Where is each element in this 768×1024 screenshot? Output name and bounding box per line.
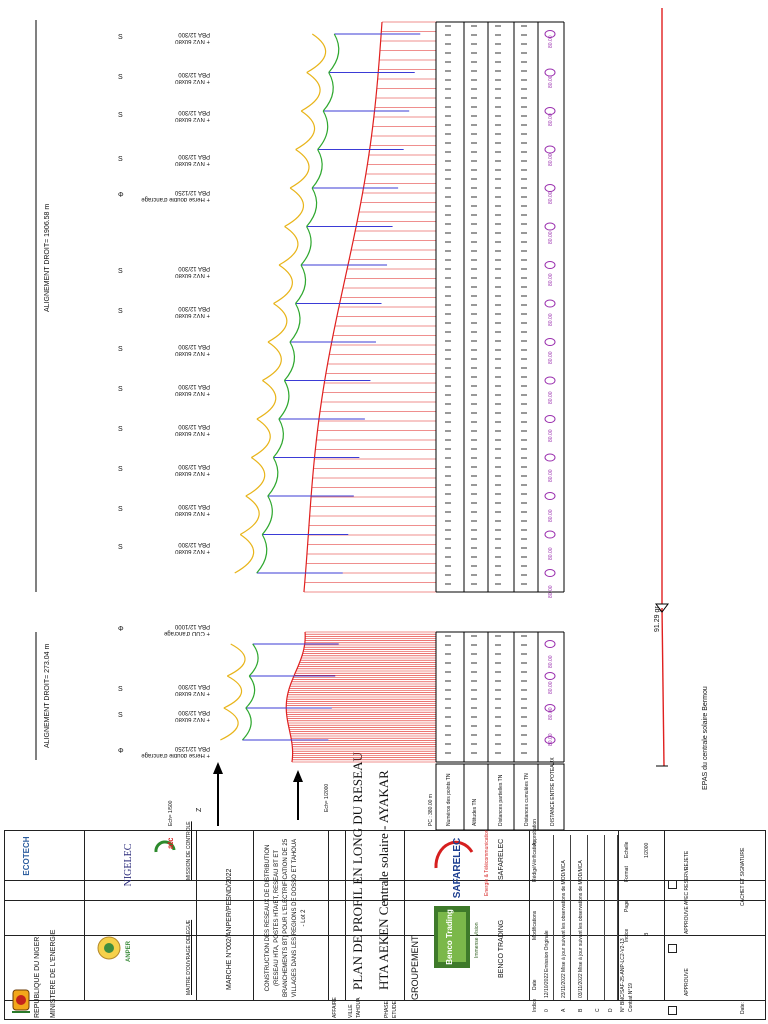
rev-row-date: 23/11/2022 [561, 973, 567, 998]
pole-symbol: S [118, 386, 123, 393]
svg-text:SAFARELEC: SAFARELEC [452, 838, 463, 898]
conductor-curve [296, 265, 306, 304]
contract-number: Contrat N°19 [628, 983, 634, 1012]
indice-label: Indice [624, 928, 630, 942]
pole-label-type: PBA 12/300 [178, 71, 210, 77]
echelle-x: Ech= 1/2000 [324, 783, 330, 812]
plan-route-line [662, 608, 664, 766]
pole-number-ellipse [545, 223, 555, 230]
safarelec-tag: Energie & Télécommunication [484, 829, 490, 896]
span-distance: 80.00 [548, 707, 554, 720]
span-distance: 80.00 [548, 391, 554, 404]
clearance-curve [296, 111, 315, 150]
clearance-curve [262, 342, 281, 381]
span-distance: 80.00 [548, 231, 554, 244]
title-block-col-divider [345, 830, 346, 1000]
svg-text:ECOTECH: ECOTECH [22, 836, 31, 876]
plan-title: PLAN DE PROFIL EN LONG DU RESEAU [350, 752, 365, 990]
pole-number-ellipse [545, 146, 555, 153]
table-pc-label: PC : 380.00 m [428, 794, 434, 826]
span-distance: 80.00 [548, 681, 554, 694]
table-row-points: Numéros des points TN [446, 773, 452, 826]
pole-symbol: S [118, 712, 123, 719]
pole-number-ellipse [545, 377, 555, 384]
span-distance: 80.00 [548, 469, 554, 482]
pole-label-fitting: + NV2 60x80 [175, 548, 210, 554]
rev-row-modification: Mise à jour suivant les observations de MOD/MCA [578, 860, 584, 972]
pole-label [118, 462, 210, 476]
approve-label: APPROUVE [684, 968, 690, 996]
pole-label-fitting: + NV2 60x80 [175, 160, 210, 166]
pole-symbol: S [118, 112, 123, 119]
pole-number-ellipse [545, 416, 555, 423]
title-block-col-divider [404, 830, 405, 1000]
pole-label [118, 382, 210, 396]
pole-label-fitting: + Herse double d'ancrage [141, 196, 210, 202]
conductor-curve [242, 708, 251, 740]
rev-row-divider [617, 835, 618, 1000]
span-distance: 80.00 [548, 733, 554, 746]
pole-symbol: S [118, 544, 123, 551]
pole-label-type: PBA 12/300 [178, 305, 210, 311]
page-label: Page [624, 900, 630, 912]
pole-label-fitting: + Herse double d'ancrage [141, 752, 210, 758]
pole-label-fitting: + NV2 60x80 [175, 716, 210, 722]
pole-label-fitting: + NV2 60x80 [175, 272, 210, 278]
director-label: MAITRE D'OUVRAGE DELEGUE [186, 919, 192, 995]
pole-label [118, 744, 210, 758]
z-axis-label: Z [196, 807, 203, 812]
pole-label-type: PBA 12/1000 [174, 623, 210, 629]
pole-label [118, 422, 210, 436]
alignment-label-2: ALIGNEMENT DROIT= 1906.58 m [44, 203, 51, 312]
rev-row-modification: Mise à jour suivant les observations de MOD/MCA [561, 860, 567, 972]
rev-row-indice: C [595, 1008, 601, 1012]
pole-symbol: S [118, 466, 123, 473]
rev-header-verification: Vérification [532, 841, 538, 866]
clearance-curve [251, 419, 270, 458]
conductor-curve [268, 458, 278, 497]
span-distance: 80.00 [548, 351, 554, 364]
alignment-label-1: ALIGNEMENT DROIT= 273.04 m [44, 643, 51, 748]
pole-label-type: PBA 12/300 [178, 265, 210, 271]
pole-label-fitting: + NV2 60x80 [175, 390, 210, 396]
reference-number: N° BNC/SAF-25-ANP-LC2-V2-13 [620, 938, 626, 1012]
ministry-label: MINISTERE DE L'ENERGIE [50, 929, 57, 1018]
pole-label-type: PBA 12/300 [178, 109, 210, 115]
reject-label: REJETE [684, 850, 690, 870]
clearance-curve [285, 188, 304, 227]
pole-label-type: PBA 12/300 [178, 503, 210, 509]
pole-number-ellipse [545, 641, 555, 648]
mission-label: MISSION DE CONTROLE [186, 821, 192, 880]
pole-number-ellipse [545, 300, 555, 307]
title-block-col-divider [529, 830, 530, 1000]
plan-site-label: EPAS du centrale solaire Bermou [702, 686, 709, 790]
pole-label-type: PBA 12/300 [178, 383, 210, 389]
span-distance: 80.00 [548, 655, 554, 668]
approve-checkbox[interactable] [668, 1006, 677, 1015]
conductor-curve [323, 73, 333, 112]
conductor-curve [290, 304, 300, 343]
safarelec-logo [432, 838, 482, 898]
pole-symbol: S [118, 34, 123, 41]
pole-label [118, 540, 210, 554]
title-block-col-divider [196, 830, 197, 1000]
conductor-curve [279, 381, 289, 420]
pole-label-type: PBA 12/1250 [174, 745, 210, 751]
title-block-col-divider [253, 830, 254, 1000]
pole-label [118, 708, 210, 722]
title-block-col-divider [84, 830, 85, 1000]
pole-label [118, 682, 210, 696]
span-distance: 80.00 [548, 75, 554, 88]
pole-number-ellipse [545, 531, 555, 538]
table-row-cumulative: Distances cumulées TN [524, 773, 530, 826]
rev-row-indice: A [561, 1008, 567, 1012]
project-description-text: CONSTRUCTION DES RESEAUX DE DISTRIBUTION (RESEAU HTA, POSTES HTA/BT, RESEAU BT ET BRANCHEMENTS BT) POUR L'ELECTRIFICATION DE 25 VILLAGES DANS LES REGIONS DE DOSSO ET TAHOUA - Lot 2 [265, 838, 307, 998]
rev-header-indice: Indice [532, 998, 538, 1012]
market-number: MARCHE N°002/ANPER/PESND/2022 [226, 868, 233, 990]
pole-label-type: PBA 12/300 [178, 343, 210, 349]
pole-symbol: S [118, 426, 123, 433]
pole-label [118, 152, 210, 166]
niger-coat-of-arms-logo [10, 986, 32, 1016]
title-block-col-divider [618, 830, 619, 1000]
anper-logo [94, 930, 124, 970]
span-distance: 80.00 [548, 113, 554, 126]
pole-symbol: Φ [118, 626, 124, 633]
span-distance: 80.00 [548, 585, 554, 598]
pole-number-ellipse [545, 339, 555, 346]
rev-header-modifications: Modifications [532, 910, 538, 940]
conductor-curve [262, 496, 272, 535]
conductor-curve [307, 188, 317, 227]
project-description [264, 838, 309, 998]
pole-label-type: PBA 12/300 [178, 153, 210, 159]
pole-label [118, 342, 210, 356]
pole-label-fitting: + NV2 60x80 [175, 38, 210, 44]
republic-label: REPUBLIQUE DU NIGER [34, 936, 41, 1018]
pole-label-fitting: + NV2 60x80 [175, 430, 210, 436]
clearance-curve [246, 458, 265, 497]
pole-label [118, 622, 210, 636]
conductor-curve [329, 34, 339, 73]
clearance-curve [224, 676, 242, 708]
affaire-label: AFFAIRE [332, 997, 338, 1018]
conductor-curve [318, 111, 328, 150]
span-distance: 80.00 [548, 35, 554, 48]
pole-symbol: S [118, 308, 123, 315]
safarelec-name: SAFARELEC [498, 838, 505, 880]
span-distance: 80.00 [548, 547, 554, 560]
benco-label: BENCO TRADING [498, 919, 505, 978]
pole-label [118, 70, 210, 84]
approve-reserve-checkbox[interactable] [668, 944, 677, 953]
pole-label-type: PBA 12/300 [178, 709, 210, 715]
rev-row-indice: B [578, 1008, 584, 1012]
clearance-curve [235, 535, 254, 574]
pole-label-fitting: + NV2 60x80 [175, 78, 210, 84]
pole-label-fitting: + NV2 60x80 [175, 510, 210, 516]
conductor-curve [246, 676, 255, 708]
pole-label-type: PBA 12/300 [178, 683, 210, 689]
pole-label-fitting: + CUD d'ancrage [163, 630, 210, 636]
conductor-curve [257, 535, 267, 574]
span-distance: 80.00 [548, 509, 554, 522]
pole-label-type: PBA 12/300 [178, 541, 210, 547]
table-row-altitudes: Altitudes TN [472, 798, 478, 826]
phase-value: ETUDE [392, 1001, 398, 1018]
clearance-curve [240, 496, 259, 535]
rev-row-divider [553, 835, 554, 1000]
pole-label-fitting: + NV2 60x80 [175, 116, 210, 122]
rev-row-divider [570, 835, 571, 1000]
rev-header-date: Date [532, 979, 538, 990]
pole-label [118, 108, 210, 122]
pole-symbol: S [118, 74, 123, 81]
pole-label-fitting: + NV2 60x80 [175, 312, 210, 318]
ville-label: VILLE [348, 1004, 354, 1018]
pole-symbol: Φ [118, 192, 124, 199]
reject-checkbox[interactable] [668, 880, 677, 889]
table-row-poles: DISTANCE ENTRE POTEAUX [550, 757, 556, 826]
rev-header-redige: Rédigé [532, 866, 538, 882]
pole-label-fitting: + NV2 60x80 [175, 350, 210, 356]
pole-number-ellipse [545, 570, 555, 577]
conductor-curve [273, 419, 283, 458]
atc-logo [152, 838, 180, 864]
benco-logo [434, 906, 470, 968]
clearance-curve [301, 73, 320, 112]
pole-symbol: S [118, 346, 123, 353]
conductor-curve [312, 150, 322, 189]
span-distance: 80.00 [548, 313, 554, 326]
clearance-curve [220, 708, 238, 740]
format-label: Format [624, 866, 630, 882]
echelle-label: Echelle [624, 841, 630, 858]
cachet-label: CACHET ET SIGNATURE [740, 847, 746, 906]
svg-text:atc: atc [166, 838, 175, 849]
title-block-col-divider [328, 830, 329, 1000]
nigelec-logo [116, 842, 146, 888]
pole-label [118, 188, 210, 202]
conductor-curve [249, 644, 258, 676]
span-distance: 80.00 [548, 191, 554, 204]
pole-symbol: S [118, 268, 123, 275]
benco-logo-sub: Immense Vision [474, 922, 480, 958]
pole-number-ellipse [545, 673, 555, 680]
plan-subtitle: HTA AEKEN Centrale solaire - AYAKAR [376, 770, 391, 990]
plan-angle: 91.29 gr [654, 606, 661, 632]
indice-value: B [644, 932, 650, 936]
svg-text:NIGELEC: NIGELEC [123, 843, 134, 887]
anper-label: ANPER [126, 940, 132, 962]
span-distance: 80.00 [548, 273, 554, 286]
conductor-curve [301, 227, 311, 266]
rev-row-date: 12/10/2022 [544, 972, 550, 998]
echelle-z: Ech= 1/500 [168, 800, 174, 826]
echelle-value: 1/2000 [644, 842, 650, 858]
rev-row-indice: 0 [544, 1009, 550, 1012]
span-distance: 80.00 [548, 429, 554, 442]
clearance-curve [268, 304, 287, 343]
rev-row-indice: D [608, 1008, 614, 1012]
clearance-curve [274, 265, 293, 304]
table-row-partial: Distances partielles TN [498, 774, 504, 826]
phase-label: PHASE [384, 1001, 390, 1018]
date-label: Date: [740, 1002, 746, 1014]
pole-label-type: PBA 12/300 [178, 423, 210, 429]
clearance-curve [307, 34, 326, 73]
pole-label [118, 264, 210, 278]
pole-symbol: S [118, 156, 123, 163]
rev-row-divider [604, 835, 605, 1000]
x-axis-label: X [296, 777, 303, 782]
ville-value: TAHOUA [356, 997, 362, 1018]
clearance-curve [257, 381, 276, 420]
svg-text:Benco Trading: Benco Trading [445, 909, 454, 965]
pole-label [118, 304, 210, 318]
pole-label-type: PBA 12/1250 [174, 189, 210, 195]
pole-symbol: S [118, 506, 123, 513]
rev-row-modification: Emission Originale [544, 930, 550, 972]
conductor-curve [284, 342, 294, 381]
pole-label-fitting: + NV2 60x80 [175, 470, 210, 476]
pole-label-type: PBA 12/300 [178, 463, 210, 469]
rev-row-divider [587, 835, 588, 1000]
pole-number-ellipse [545, 493, 555, 500]
pole-number-ellipse [545, 262, 555, 269]
pole-label [118, 30, 210, 44]
clearance-curve [227, 644, 245, 676]
clearance-curve [290, 150, 309, 189]
pole-number-ellipse [545, 454, 555, 461]
rev-row-date: 03/11/2022 [578, 973, 584, 998]
groupement-label: GROUPEMENT [410, 935, 420, 1000]
clearance-curve [279, 227, 298, 266]
pole-symbol: Φ [118, 748, 124, 755]
ecotech-logo [12, 836, 42, 876]
pole-label [118, 502, 210, 516]
approve-reserve-label: APPROUVE AVEC RESERVE [684, 866, 690, 934]
title-block-col-divider [664, 830, 665, 1000]
pole-symbol: S [118, 686, 123, 693]
pole-label-type: PBA 12/300 [178, 31, 210, 37]
pole-label-fitting: + NV2 60x80 [175, 690, 210, 696]
rev-header-approbation: Approbation [532, 819, 538, 846]
span-distance: 80.00 [548, 153, 554, 166]
